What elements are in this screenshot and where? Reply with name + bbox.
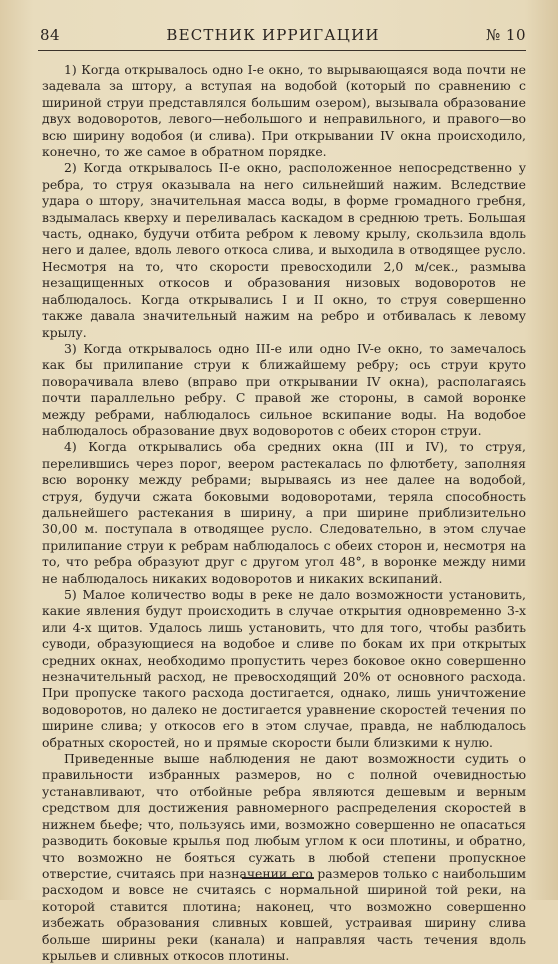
paragraph-case-4: 4) Когда открывались оба средних окна (III и IV), то струя, перелившись через порог, веером растекалась по флютбету, заполняя всю воронку между ребрами; вырываясь из нее далее на водобой, струя, будучи сжата боковыми водоворотами, теряла способность дальнейшего растекания в ширину, а при ширине приблизительно 30,00 м. поступала в отводящее русло. Следовательно, в этом случае прилипание струи к ребрам наблюдалось с обеих сторон и, несмотря на то, что ребра образуют друг с другом угол 48°, в воронке между ними не наблюдалось никаких водоворотов и никаких вскипаний. (42, 439, 526, 586)
journal-title: ВЕСТНИК ИРРИГАЦИИ (166, 26, 380, 44)
paragraph-case-2: 2) Когда открывалось II-е окно, расположенное непосредственно у ребра, то струя оказывала на него сильнейший нажим. Вследствие удара о штору, значительная масса воды, в форме громадного гребня, вздымалась кверху и переливалась каскадом в среднюю треть. Большая часть, однако, будучи отбита ребром к левому крылу, скользила вдоль него и далее, вдоль левого откоса слива, и выходила в отводящее русло. Несмотря на то, что скорости превосходили 2,0 м/сек., размыва незащищенных откосов и образования низовых водоворотов не наблюдалось. Когда открывались I и II окно, то струя совершенно также давала значительный нажим на ребро и отбивалась к левому крылу. (42, 160, 526, 340)
paragraph-case-5: 5) Малое количество воды в реке не дало возможности установить, какие явления будут происходить в случае открытия одновременно 3-х или 4-х щитов. Удалось лишь установить, что для того, чтобы разбить суводи, образующиеся на водобое и сливе по бокам их при открытых средних окнах, необходимо пропустить через боковое окно совершенно незначительный расход, не превосходящий 20% от основного расхода. При пропуске такого расхода достигается, однако, лишь уничтожение водоворотов, но далеко не достигается уравнение скоростей течения по ширине слива; у откосов его в этом случае, правда, не наблюдалось обратных скоростей, но и прямые скорости были близкими к нулю. (42, 587, 526, 750)
paragraph-conclusion: Приведенные выше наблюдения не дают возможности судить о правильности избранных размеров, но с полной очевидностью устанавливают, что отбойные ребра являются дешевым и верным средством для достижения равномерного распределения скоростей в нижнем бьефе; что, пользуясь ими, возможно совершенно не опасаться разводить боковые крылья под любым углом к оси плотины, и обратно, что возможно не бояться сужать в любой степени пропускное отверстие, считаясь при назначении его размеров только с наибольшим расходом и вовсе не считаясь с нормальной шириной той реки, на которой ставится плотина; наконец, что возможно совершенно избежать образования сливных ковшей, устраивая ширину слива больше ширины реки (канала) и направляя часть течения вдоль крыльев и сливных откосов плотины. (42, 751, 526, 963)
page-number: 84 (40, 26, 61, 44)
header-rule (38, 50, 526, 51)
closing-rule (242, 877, 314, 879)
running-header (40, 26, 526, 50)
paragraph-case-3: 3) Когда открывалось одно III-е или одно IV-е окно, то замечалось как бы прилипание струи к ближайшему ребру; ось струи круто поворачивала влево (вправо при открывании IV окна), располагаясь почти параллельно ребру. С правой же стороны, в самой воронке между ребрами, наблюдалось сильное вскипание воды. На водобое наблюдалось образование двух водоворотов с обеих сторон струи. (42, 340, 526, 438)
issue-number: № 10 (485, 26, 526, 44)
paragraph-case-1: 1) Когда открывалось одно I-е окно, то вырывающаяся вода почти не задевала за штору, а вступая на водобой (который по сравнению с шириной струи представлялся большим озером), вызывала образование двух водоворотов, левого—небольшого и неправильного, и правого—во всю ширину водобоя (и слива). При открывании IV окна происходило, конечно, то же самое в обратном порядке. (42, 62, 526, 160)
article-body (42, 62, 526, 964)
